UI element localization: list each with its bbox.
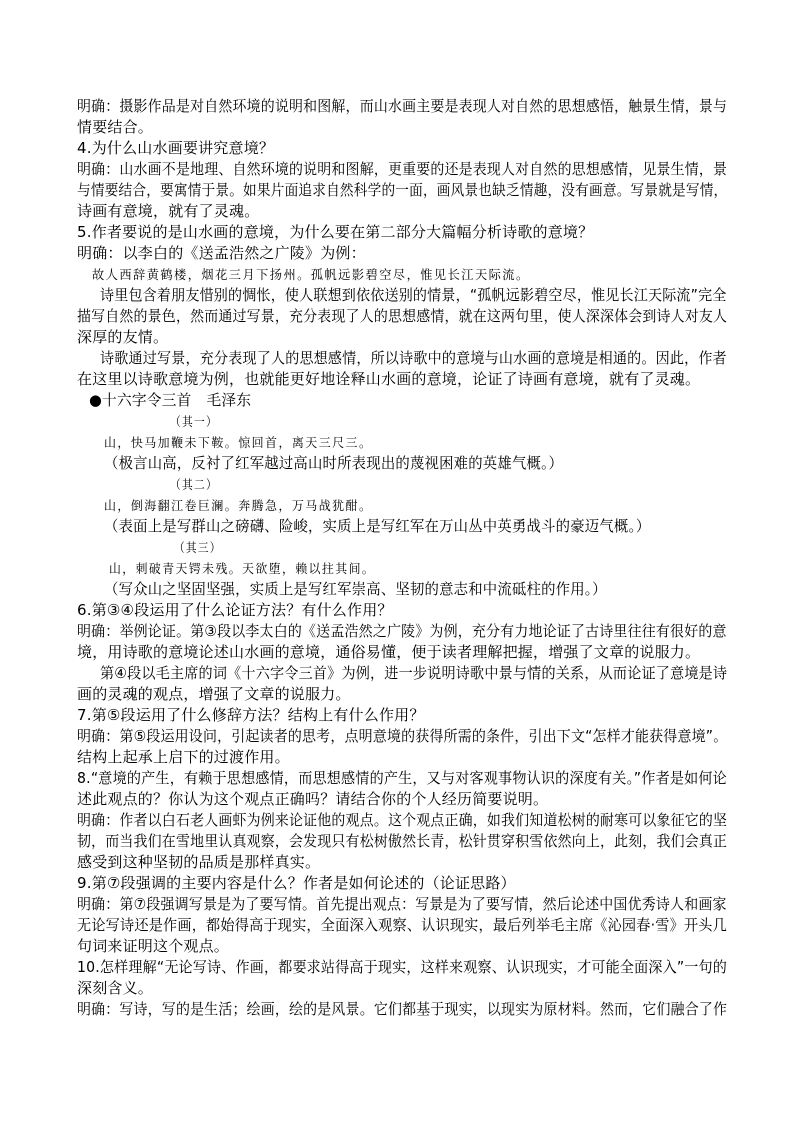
poem-title: ●十六字令三首 毛泽东 — [89, 391, 252, 409]
text-line: 明确：第⑤段运用设问，引起读者的思考，点明意境的获得所需的条件，引出下文“怎样才能获得意境”。 — [77, 727, 728, 745]
text-line: 明确：第⑦段强调写景是为了要写情。首先提出观点：写景是为了要写情，然后论述中国优秀诗人和画家 — [77, 895, 727, 913]
text-line: 深刻含义。 — [77, 979, 154, 997]
poem-line: 山，刺破青天锷未残。天欲堕，赖以拄其间。 — [109, 561, 376, 576]
text-line: 感受到这种坚韧的品质是那样真实。 — [77, 853, 321, 871]
question-line: 6.第③④段运用了什么论证方法？有什么作用？ — [77, 601, 393, 619]
text-line: 描写自然的景色，然而通过写景，充分表现了人的思想感情，就在这两句里，使人深深体会到诗人对友人 — [77, 307, 728, 325]
poem-note: （表面上是写群山之磅礴、险峻，实质上是写红军在万山丛中英勇战斗的豪迈气概。） — [104, 517, 651, 535]
text-line: 述此观点的？你认为这个观点正确吗？请结合你的个人经历简要说明。 — [77, 790, 549, 808]
text-line: 境，用诗歌的意境论述山水画的意境，通俗易懂，便于读者理解把握，增强了文章的说服力。 — [77, 643, 701, 661]
paragraph-start: 诗里包含着朋友惜别的惆怅，使人联想到依依送别的情景，“孤帆远影碧空尽，惟见长江天际流”完全 — [100, 286, 727, 304]
question-line: 9.第⑦段强调的主要内容是什么？作者是如何论述的（论证思路） — [77, 874, 516, 892]
text-line: 深厚的友情。 — [77, 328, 169, 346]
question-line: 10.怎样理解“无论写诗、作画，都要求站得高于现实，这样来观察、认识现实，才可能全面深入”一句的 — [77, 958, 728, 976]
poem-line: 山，快马加鞭未下鞍。惊回首，离天三尺三。 — [104, 435, 373, 450]
text-line: 明确：摄影作品是对自然环境的说明和图解，而山水画主要是表现人对自然的思想感悟，触景生情，景与 — [77, 97, 728, 115]
question-line: 7.第⑤段运用了什么修辞方法？结构上有什么作用？ — [77, 706, 425, 724]
text-line: 画的灵魂的观点，增强了文章的说服力。 — [77, 685, 351, 703]
text-line: 明确：山水画不是地理、自然环境的说明和图解，更重要的还是表现人对自然的思想感情，见景生情，景 — [77, 160, 728, 178]
text-line: 在这里以诗歌意境为例，也就能更好地诠释山水画的意境，论证了诗画有意境，就有了灵魂。 — [77, 370, 701, 388]
poem-section-label: （其三） — [174, 540, 222, 555]
paragraph-start: 第④段以毛主席的词《十六字令三首》为例，进一步说明诗歌中景与情的关系，从而论证了意境是诗 — [100, 664, 728, 682]
question-line: 5.作者要说的是山水画的意境，为什么要在第二部分大篇幅分析诗歌的意境？ — [77, 223, 594, 241]
text-line: 明确：写诗，写的是生活；绘画，绘的是风景。它们都基于现实，以现实为原材料。然而，它们融合了作 — [77, 1000, 728, 1018]
paragraph-start: 诗歌通过写景，充分表现了人的思想感情，所以诗歌中的意境与山水画的意境是相通的。因此，作者 — [100, 349, 727, 367]
text-line: 韧，而当我们在雪地里认真观察，会发现只有松树傲然长青，松针贯穿积雪依然向上，此刻，我们会真正 — [77, 832, 728, 850]
text-line: 明确：作者以白石老人画虾为例来论证他的观点。这个观点正确，如我们知道松树的耐寒可以象征它的坚 — [77, 811, 728, 829]
poem-note: （极言山高，反衬了红军越过高山时所表现出的蔑视困难的英雄气概。） — [104, 454, 564, 472]
text-line: 句词来证明这个观点。 — [77, 937, 230, 955]
poem-section-label: （其二） — [170, 477, 218, 492]
poem-line: 故人西辞黄鹤楼，烟花三月下扬州。孤帆远影碧空尽，惟见长江天际流。 — [92, 267, 530, 282]
poem-section-label: （其一） — [170, 414, 218, 429]
question-line: 4.为什么山水画要讲究意境？ — [77, 139, 275, 157]
text-line: 诗画有意境，就有了灵魂。 — [77, 202, 260, 220]
text-line: 与情要结合，要寓情于景。如果片面追求自然科学的一面，画风景也缺乏情趣，没有画意。写景就是写情， — [77, 181, 728, 199]
text-line: 无论写诗还是作画，都始得高于现实，全面深入观察、认识现实，最后列举毛主席《沁园春·雪》开头几 — [77, 916, 727, 934]
question-line: 8.“意境的产生，有赖于思想感情，而思想感情的产生，又与对客观事物认识的深度有关。”作者是如何论 — [77, 769, 727, 787]
text-line: 明确：举例论证。第③段以李太白的《送孟浩然之广陵》为例，充分有力地论证了古诗里往往有很好的意 — [77, 622, 727, 640]
poem-line: 山，倒海翻江卷巨澜。奔腾急，万马战犹酣。 — [104, 498, 373, 513]
text-line: 结构上起承上启下的过渡作用。 — [77, 748, 290, 766]
text-line: 情要结合。 — [77, 118, 154, 136]
poem-note: （写众山之坚固坚强，实质上是写红军崇高、坚韧的意志和中流砥柱的作用。） — [104, 580, 607, 598]
text-line: 明确：以李白的《送孟浩然之广陵》为例： — [77, 244, 366, 262]
